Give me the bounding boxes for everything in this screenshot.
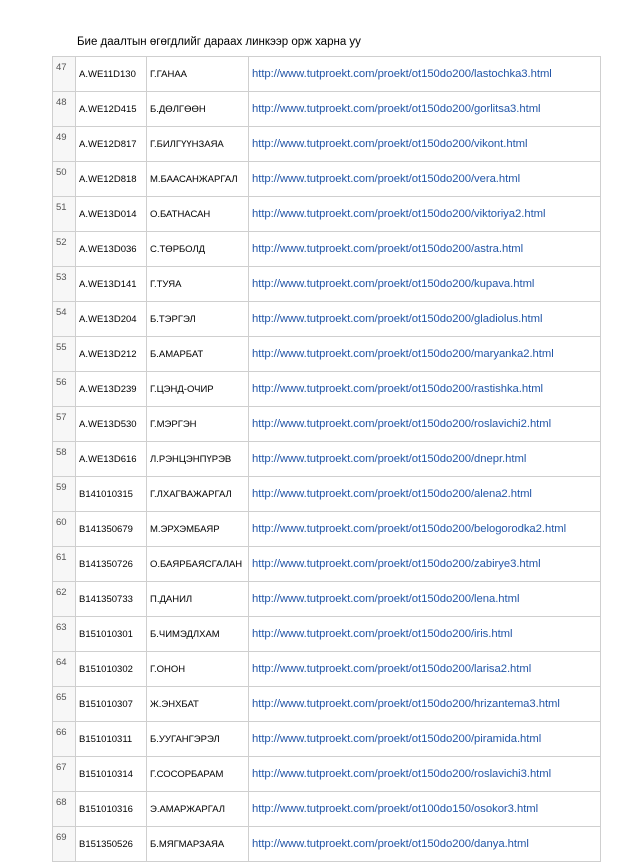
assignment-link[interactable]: http://www.tutproekt.com/proekt/ot150do200/vikont.html: [252, 138, 528, 150]
student-code: B141350726: [76, 547, 147, 582]
table-row: [53, 232, 601, 267]
student-code: B141010315: [76, 477, 147, 512]
student-name: Г.ЛХАГВАЖАРГАЛ: [147, 477, 249, 512]
link-cell: [249, 267, 601, 302]
link-cell: [249, 687, 601, 722]
assignment-link[interactable]: http://www.tutproekt.com/proekt/ot150do200/alena2.html: [252, 488, 532, 500]
assignment-link[interactable]: http://www.tutproekt.com/proekt/ot150do200/vera.html: [252, 173, 521, 185]
table-row: [53, 302, 601, 337]
row-number: 57: [53, 407, 76, 442]
student-code: B151010307: [76, 687, 147, 722]
assignment-link[interactable]: http://www.tutproekt.com/proekt/ot150do200/maryanka2.html: [252, 348, 554, 360]
assignment-link[interactable]: http://www.tutproekt.com/proekt/ot150do200/belogorodka2.html: [252, 523, 567, 535]
student-name: Б.УУГАНГЭРЭЛ: [147, 722, 249, 757]
table-row: [53, 442, 601, 477]
student-code: A.WE13D014: [76, 197, 147, 232]
student-name: Г.БИЛГҮҮНЗАЯА: [147, 127, 249, 162]
assignment-link[interactable]: http://www.tutproekt.com/proekt/ot100do150/osokor3.html: [252, 803, 539, 815]
table-row: [53, 57, 601, 92]
student-code: A.WE13D204: [76, 302, 147, 337]
table-row: [53, 652, 601, 687]
table-row: [53, 407, 601, 442]
assignment-link[interactable]: http://www.tutproekt.com/proekt/ot150do200/roslavichi3.html: [252, 768, 552, 780]
student-name: О.БАТНАСАН: [147, 197, 249, 232]
student-name: Б.АМАРБАТ: [147, 337, 249, 372]
link-cell: [249, 442, 601, 477]
student-code: B151350526: [76, 827, 147, 862]
assignment-link[interactable]: http://www.tutproekt.com/proekt/ot150do200/astra.html: [252, 243, 524, 255]
student-code: B141350679: [76, 512, 147, 547]
student-code: B141350733: [76, 582, 147, 617]
student-code: A.WE13D239: [76, 372, 147, 407]
link-cell: [249, 617, 601, 652]
assignment-link[interactable]: http://www.tutproekt.com/proekt/ot150do200/iris.html: [252, 628, 513, 640]
link-cell: [249, 547, 601, 582]
row-number: 49: [53, 127, 76, 162]
link-cell: [249, 372, 601, 407]
assignment-link[interactable]: http://www.tutproekt.com/proekt/ot150do200/piramida.html: [252, 733, 542, 745]
student-name: М.ЭРХЭМБАЯР: [147, 512, 249, 547]
assignment-link[interactable]: http://www.tutproekt.com/proekt/ot150do200/kupava.html: [252, 278, 535, 290]
student-code: A.WE13D036: [76, 232, 147, 267]
student-name: С.ТӨРБОЛД: [147, 232, 249, 267]
link-cell: [249, 197, 601, 232]
assignment-link[interactable]: http://www.tutproekt.com/proekt/ot150do200/rastishka.html: [252, 383, 544, 395]
table-row: [53, 477, 601, 512]
table-row: [53, 792, 601, 827]
table-row: [53, 722, 601, 757]
row-number: 51: [53, 197, 76, 232]
student-code: B151010311: [76, 722, 147, 757]
page-title: Бие даалтын өгөгдлийг дараах линкээр орж харна уу: [77, 36, 361, 48]
row-number: 53: [53, 267, 76, 302]
student-code: A.WE13D212: [76, 337, 147, 372]
student-code: A.WE12D415: [76, 92, 147, 127]
student-code: B151010302: [76, 652, 147, 687]
link-cell: [249, 162, 601, 197]
row-number: 47: [53, 57, 76, 92]
assignment-link[interactable]: http://www.tutproekt.com/proekt/ot150do200/larisa2.html: [252, 663, 532, 675]
link-cell: [249, 57, 601, 92]
assignment-link[interactable]: http://www.tutproekt.com/proekt/ot150do200/roslavichi2.html: [252, 418, 552, 430]
link-cell: [249, 232, 601, 267]
row-number: 66: [53, 722, 76, 757]
link-cell: [249, 337, 601, 372]
link-cell: [249, 827, 601, 862]
student-code: B151010316: [76, 792, 147, 827]
table-row: [53, 127, 601, 162]
assignment-link[interactable]: http://www.tutproekt.com/proekt/ot150do200/gladiolus.html: [252, 313, 543, 325]
table-row: [53, 197, 601, 232]
student-name: Л.РЭНЦЭНПҮРЭВ: [147, 442, 249, 477]
student-name: Б.ТЭРГЭЛ: [147, 302, 249, 337]
student-code: A.WE12D818: [76, 162, 147, 197]
row-number: 56: [53, 372, 76, 407]
assignment-link[interactable]: http://www.tutproekt.com/proekt/ot150do200/zabirye3.html: [252, 558, 541, 570]
link-cell: [249, 722, 601, 757]
student-name: О.БАЯРБАЯСГАЛАН: [147, 547, 249, 582]
row-number: 63: [53, 617, 76, 652]
student-code: B151010301: [76, 617, 147, 652]
student-code: B151010314: [76, 757, 147, 792]
row-number: 69: [53, 827, 76, 862]
table-row: [53, 617, 601, 652]
assignment-link[interactable]: http://www.tutproekt.com/proekt/ot150do200/viktoriya2.html: [252, 208, 546, 220]
student-code: A.WE12D817: [76, 127, 147, 162]
table-row: [53, 827, 601, 862]
assignment-link[interactable]: http://www.tutproekt.com/proekt/ot150do200/gorlitsa3.html: [252, 103, 541, 115]
assignment-link[interactable]: http://www.tutproekt.com/proekt/ot150do200/lena.html: [252, 593, 520, 605]
link-cell: [249, 477, 601, 512]
table-row: [53, 547, 601, 582]
link-cell: [249, 92, 601, 127]
student-name: Г.ГАНАА: [147, 57, 249, 92]
row-number: 55: [53, 337, 76, 372]
student-name: Г.ТУЯА: [147, 267, 249, 302]
assignment-link[interactable]: http://www.tutproekt.com/proekt/ot150do200/lastochka3.html: [252, 68, 552, 80]
table-row: [53, 512, 601, 547]
student-name: Э.АМАРЖАРГАЛ: [147, 792, 249, 827]
table-row: [53, 162, 601, 197]
table-row: [53, 372, 601, 407]
table-body: [53, 57, 601, 862]
table-row: [53, 582, 601, 617]
student-name: Б.ЧИМЭДЛХАМ: [147, 617, 249, 652]
student-name: Г.МЭРГЭН: [147, 407, 249, 442]
link-cell: [249, 127, 601, 162]
row-number: 50: [53, 162, 76, 197]
link-cell: [249, 407, 601, 442]
student-name: П.ДАНИЛ: [147, 582, 249, 617]
student-name: Б.ДӨЛГӨӨН: [147, 92, 249, 127]
row-number: 61: [53, 547, 76, 582]
student-name: Г.СОСОРБАРАМ: [147, 757, 249, 792]
row-number: 60: [53, 512, 76, 547]
row-number: 65: [53, 687, 76, 722]
student-code: A.WE13D616: [76, 442, 147, 477]
student-code: A.WE11D130: [76, 57, 147, 92]
link-cell: [249, 302, 601, 337]
table-row: [53, 92, 601, 127]
table-row: [53, 687, 601, 722]
row-number: 62: [53, 582, 76, 617]
table-row: [53, 337, 601, 372]
row-number: 54: [53, 302, 76, 337]
row-number: 64: [53, 652, 76, 687]
link-cell: [249, 792, 601, 827]
student-link-table: [52, 56, 601, 862]
link-cell: [249, 757, 601, 792]
row-number: 52: [53, 232, 76, 267]
row-number: 68: [53, 792, 76, 827]
link-cell: [249, 652, 601, 687]
student-name: Г.ЦЭНД-ОЧИР: [147, 372, 249, 407]
link-cell: [249, 512, 601, 547]
table-row: [53, 757, 601, 792]
table-row: [53, 267, 601, 302]
row-number: 48: [53, 92, 76, 127]
student-name: Б.МЯГМАРЗАЯА: [147, 827, 249, 862]
link-cell: [249, 582, 601, 617]
row-number: 67: [53, 757, 76, 792]
assignment-link[interactable]: http://www.tutproekt.com/proekt/ot150do200/danya.html: [252, 838, 529, 850]
student-code: A.WE13D530: [76, 407, 147, 442]
row-number: 58: [53, 442, 76, 477]
student-name: М.БААСАНЖАРГАЛ: [147, 162, 249, 197]
student-name: Г.ОНОН: [147, 652, 249, 687]
row-number: 59: [53, 477, 76, 512]
student-code: A.WE13D141: [76, 267, 147, 302]
student-name: Ж.ЭНХБАТ: [147, 687, 249, 722]
assignment-link[interactable]: http://www.tutproekt.com/proekt/ot150do200/hrizantema3.html: [252, 698, 560, 710]
assignment-link[interactable]: http://www.tutproekt.com/proekt/ot150do200/dnepr.html: [252, 453, 527, 465]
